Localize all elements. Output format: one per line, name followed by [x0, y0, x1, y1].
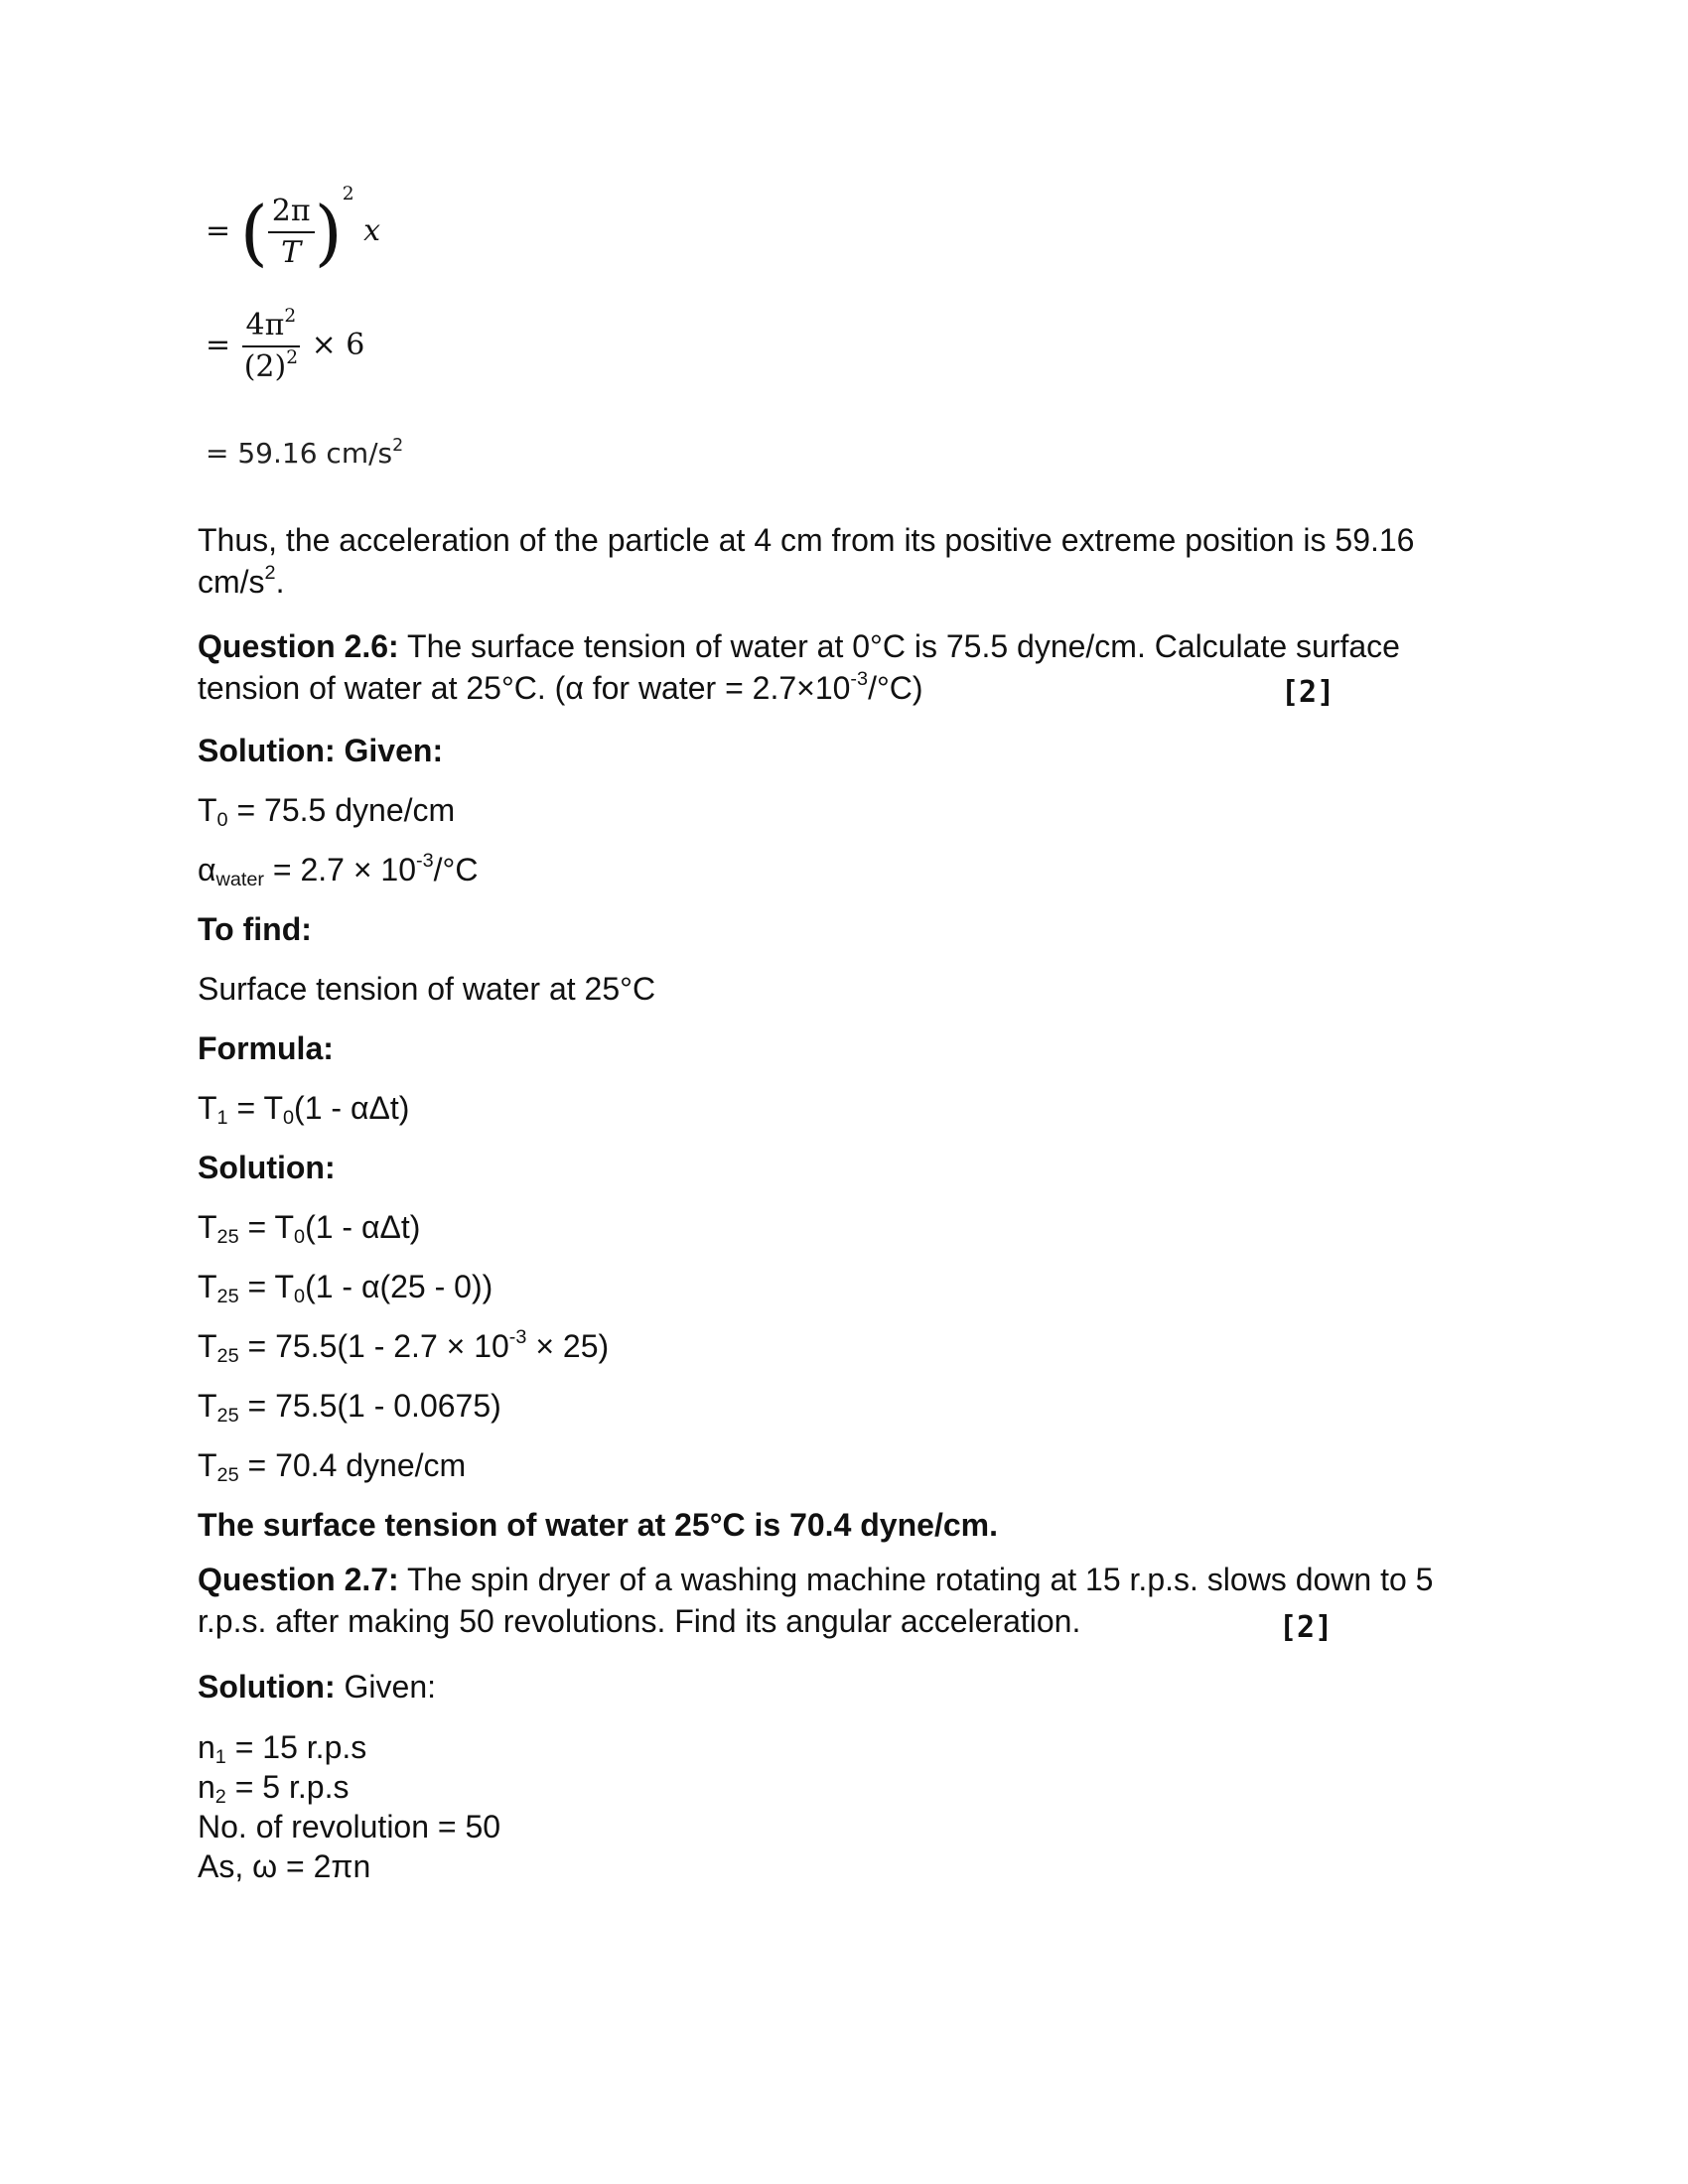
value: = 15 r.p.s [225, 1729, 367, 1765]
right-paren: ) [314, 191, 343, 274]
numerator: 2π [268, 194, 315, 233]
text: = T [238, 1269, 295, 1304]
given-revolutions: No. of revolution = 50 [198, 1809, 501, 1844]
symbol: T [198, 1269, 217, 1304]
value: = 75.5 dyne/cm [227, 792, 456, 828]
heading-text: To find: [198, 911, 312, 947]
subscript: 25 [216, 1344, 239, 1367]
solution-step-2 [198, 1266, 492, 1307]
question-text: The spin dryer of a washing machine rotating at 15 r.p.s. slows down to 5 [398, 1562, 1434, 1597]
question-text: The surface tension of water at 0°C is 75.5 dyne/cm. Calculate surface [398, 628, 1400, 664]
text: (1 - α(25 - 0)) [305, 1269, 493, 1304]
marks-badge: [2] [1281, 675, 1336, 710]
omega-relation: As, ω = 2πn [198, 1848, 371, 1884]
question-2-6 [198, 625, 1400, 709]
subscript: 0 [294, 1285, 306, 1307]
given-alpha [198, 849, 478, 890]
text: (1 - αΔt) [294, 1090, 410, 1126]
heading-text: Solution: [198, 1150, 336, 1185]
subscript: 25 [216, 1285, 239, 1307]
result-value: = 59.16 cm/s [206, 437, 393, 470]
text: = T [238, 1209, 295, 1245]
subscript: water [215, 868, 264, 890]
text: = 75.5(1 - 2.7 × 10 [238, 1328, 509, 1364]
symbol: n [198, 1729, 215, 1765]
denominator [240, 347, 302, 385]
subscript: 0 [283, 1106, 295, 1129]
subscript: 25 [216, 1404, 239, 1427]
question-label: Question 2.7: [198, 1562, 399, 1597]
value: = 2.7 × 10 [264, 852, 417, 887]
equals-sign: = [206, 213, 231, 248]
result-exponent: 2 [392, 435, 404, 456]
unit: /°C [433, 852, 479, 887]
question-2-7 [198, 1559, 1433, 1642]
question-line-1 [198, 625, 1400, 667]
denominator: T [281, 235, 302, 270]
denominator-exponent: 2 [286, 346, 299, 368]
solution-heading [198, 1147, 336, 1188]
denominator-base: (2) [243, 349, 287, 384]
solution-given-heading-2 [198, 1666, 436, 1707]
answer-text: The surface tension of water at 25°C is 70.4 dyne/cm. [198, 1507, 998, 1543]
question-label: Question 2.6: [198, 628, 399, 664]
symbol: n [198, 1769, 215, 1805]
heading-text: Solution: [198, 1669, 336, 1705]
given-text: Given: [335, 1669, 436, 1705]
symbol: T [198, 1388, 217, 1424]
math-line-2 [206, 305, 365, 385]
numerator [242, 305, 301, 347]
unit-exponent: 2 [264, 562, 276, 585]
subscript: 25 [216, 1463, 239, 1486]
question-line-2 [198, 667, 1400, 709]
math-line-1 [206, 184, 380, 274]
left-paren: ( [239, 191, 268, 274]
symbol: T [198, 1209, 217, 1245]
variable-x: x [363, 213, 380, 248]
subscript: 1 [216, 1106, 228, 1129]
subscript: 25 [216, 1225, 239, 1248]
subscript: 1 [214, 1745, 226, 1768]
formula-heading [198, 1027, 334, 1069]
value: = 5 r.p.s [225, 1769, 350, 1805]
symbol: T [198, 1328, 217, 1364]
numerator-base: 4π [245, 308, 285, 342]
equals-sign: = [206, 328, 231, 362]
given-n1 [198, 1727, 500, 1767]
to-find-heading [198, 908, 312, 950]
subscript: 0 [294, 1225, 306, 1248]
solution-step-3 [198, 1325, 609, 1367]
symbol: α [198, 852, 216, 887]
given-t0 [198, 789, 455, 831]
subscript: 2 [214, 1785, 226, 1808]
solution-step-1 [198, 1206, 420, 1248]
question-line-1 [198, 1559, 1433, 1600]
text: × 25) [526, 1328, 610, 1364]
text: = 75.5(1 - 0.0675) [238, 1388, 501, 1424]
symbol: T [198, 1447, 217, 1483]
symbol: T [198, 1090, 217, 1126]
to-find-text: Surface tension of water at 25°C [198, 971, 656, 1007]
text: (1 - αΔt) [305, 1209, 421, 1245]
exponent: -3 [416, 850, 434, 873]
exponent: -3 [508, 1326, 527, 1349]
heading-text: Solution: Given: [198, 733, 444, 768]
question-line-2: r.p.s. after making 50 revolutions. Find its angular acceleration. [198, 1603, 1081, 1639]
math-line-3 [206, 437, 403, 470]
subscript: 0 [216, 808, 228, 831]
text: = 70.4 dyne/cm [238, 1447, 467, 1483]
solution-given-heading [198, 730, 443, 771]
given-block [198, 1727, 500, 1886]
exponent: 2 [342, 184, 354, 205]
question-text-2: tension of water at 25°C. (α for water = 2.7×10 [198, 670, 851, 706]
symbol: T [198, 792, 217, 828]
given-n2 [198, 1767, 500, 1807]
marks-badge: [2] [1279, 1610, 1334, 1645]
heading-text: Formula: [198, 1030, 334, 1066]
formula-line [198, 1087, 409, 1129]
answer-2-6 [198, 1504, 998, 1546]
solution-step-5 [198, 1444, 466, 1486]
numerator-exponent: 2 [284, 305, 297, 327]
solution-step-4 [198, 1385, 501, 1427]
conclusion-line-1: Thus, the acceleration of the particle at 4 cm from its positive extreme position is 59.16 [198, 522, 1415, 558]
fraction-2pi-over-t [268, 194, 315, 271]
conclusion-paragraph [198, 519, 1414, 603]
unit: /°C) [868, 670, 923, 706]
unit: cm/s [198, 564, 265, 600]
period: . [275, 564, 285, 600]
conclusion-line-2 [198, 561, 1414, 603]
multiply-six: × 6 [311, 328, 365, 362]
text: = T [227, 1090, 284, 1126]
fraction-4pi2-over-2squared [240, 305, 302, 385]
exponent: -3 [850, 668, 869, 691]
